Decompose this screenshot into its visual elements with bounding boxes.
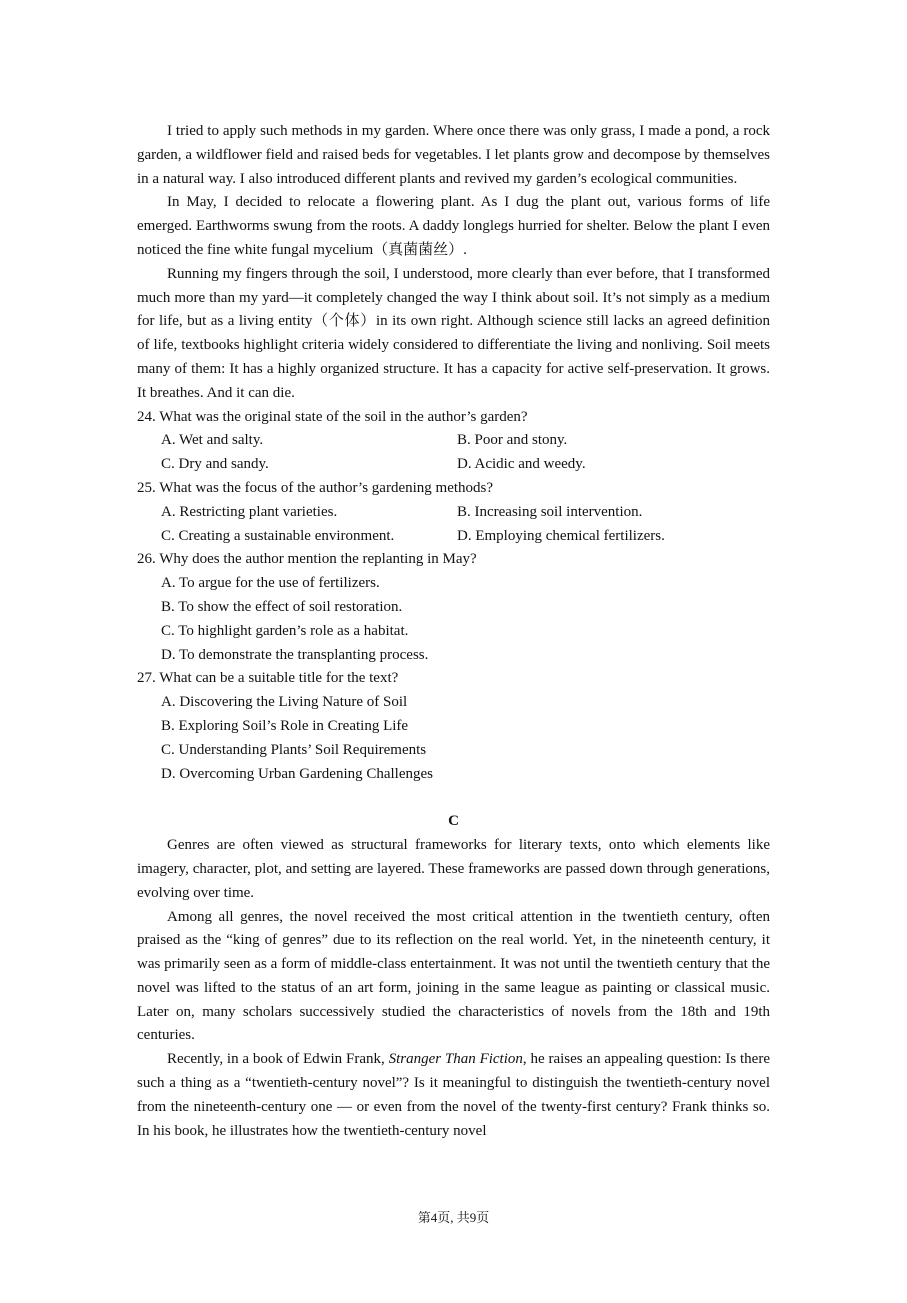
question-24-option-b: B. Poor and stony.	[457, 432, 568, 449]
section-c-heading: C	[448, 813, 459, 830]
question-27-option-c: C. Understanding Plants’ Soil Requirements	[161, 741, 427, 758]
question-25-option-b: B. Increasing soil intervention.	[457, 503, 643, 520]
question-24-option-c: C. Dry and sandy.	[161, 456, 269, 473]
passage-c-paragraph-3-start: Recently, in a book of Edwin Frank,	[167, 1051, 389, 1068]
question-27	[137, 667, 770, 786]
question-25-stem: 25. What was the focus of the author’s gardening methods?	[137, 479, 494, 496]
passage-c-paragraph-2: Among all genres, the novel received the most critical attention in the twentieth century, often praised as the “king of genres” due to its reflection on the real world. Yet, in the nineteenth century, it was primarily seen as a form of middle-class entertainment. It was not until the twentieth century that the novel was lifted to the status of an art form, joining in the same league as painting or classical music. Later on, many scholars successively studied the characteristics of novels from the 18th and 19th centuries.	[137, 908, 770, 1044]
passage-c-paragraph-1: Genres are often viewed as structural frameworks for literary texts, onto which elements like imagery, character, plot, and setting are layered. These frameworks are passed down through generations, evolving over time.	[137, 837, 770, 901]
passage-b-paragraph-1: I tried to apply such methods in my garden. Where once there was only grass, I made a pond, a rock garden, a wildflower field and raised beds for vegetables. I let plants grow and decompose by themselves in a natural way. I also introduced different plants and revived my garden’s ecological communities.	[137, 123, 770, 187]
question-26-option-c: C. To highlight garden’s role as a habitat.	[161, 622, 409, 639]
passage-b-paragraph-2: In May, I decided to relocate a flowering plant. As I dug the plant out, various forms of life emerged. Earthworms swung from the roots. A daddy longlegs hurried for shelter. Below the plant I even noticed the fine white fungal mycelium（真菌菌丝）.	[137, 194, 770, 258]
question-24-option-d: D. Acidic and weedy.	[457, 456, 586, 473]
question-26-option-d: D. To demonstrate the transplanting process.	[161, 646, 429, 663]
question-27-option-a: A. Discovering the Living Nature of Soil	[161, 694, 408, 711]
question-26-option-b: B. To show the effect of soil restoration.	[161, 598, 403, 615]
question-27-option-d: D. Overcoming Urban Gardening Challenges	[161, 765, 434, 782]
passage-c-paragraph-3-rest: , he raises an appealing question: Is there such a thing as a “twentieth-century novel”? Is it meaningful to distinguish the twentieth-century novel from the nineteenth-century one — or even from the novel of the twenty-first century? Frank thinks so. In his book, he illustrates how the twentieth-century novel	[137, 1051, 770, 1139]
question-26	[137, 548, 770, 667]
question-24-option-a: A. Wet and salty.	[161, 432, 264, 449]
question-24-stem: 24. What was the original state of the soil in the author’s garden?	[137, 408, 528, 425]
question-25	[137, 477, 770, 548]
question-24-options	[137, 429, 770, 477]
question-25-option-d: D. Employing chemical fertilizers.	[457, 527, 665, 544]
question-25-option-a: A. Restricting plant varieties.	[161, 503, 338, 520]
question-25-option-c: C. Creating a sustainable environment.	[161, 527, 395, 544]
page-number: 第4页, 共9页	[417, 1210, 490, 1225]
document-page	[137, 120, 770, 1143]
question-25-options	[137, 501, 770, 549]
question-27-options	[137, 691, 770, 786]
question-26-option-a: A. To argue for the use of fertilizers.	[161, 575, 380, 592]
question-26-options	[137, 572, 770, 667]
question-27-option-b: B. Exploring Soil’s Role in Creating Life	[161, 717, 409, 734]
passage-c-paragraph-3	[137, 1048, 770, 1143]
book-title: Stranger Than Fiction	[388, 1051, 523, 1068]
question-27-stem: 27. What can be a suitable title for the text?	[137, 670, 399, 687]
question-24	[137, 406, 770, 477]
passage-b-paragraph-3: Running my fingers through the soil, I understood, more clearly than ever before, that I transformed much more than my yard—it completely changed the way I think about soil. It’s not simply as a medium for life, but as a living entity（个体）in its own right. Although science still lacks an agreed definition of life, textbooks highlight criteria widely considered to differentiate the living and nonliving. Soil meets many of them: It has a highly organized structure. It has a capacity for active self-preservation. It grows. It breathes. And it can die.	[137, 265, 770, 401]
question-26-stem: 26. Why does the author mention the replanting in May?	[137, 551, 477, 568]
